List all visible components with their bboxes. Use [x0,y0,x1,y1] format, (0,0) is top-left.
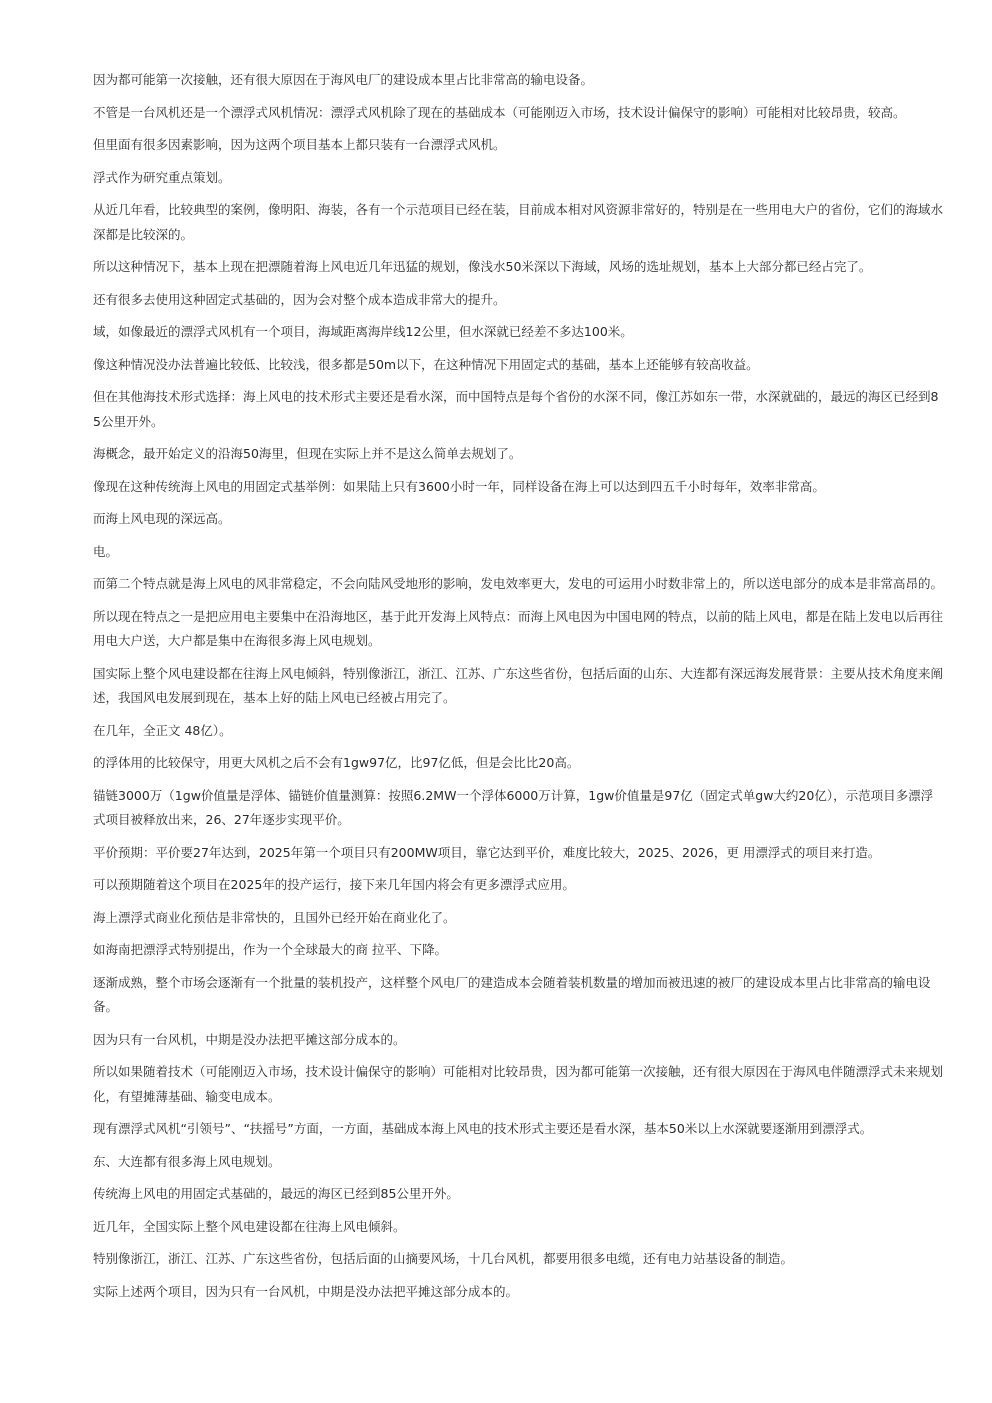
paragraph: 而第二个特点就是海上风电的风非常稳定，不会向陆风受地形的影响，发电效率更大，发电的可运用小时数非常上的，所以送电部分的成本是非常高昂的。 [93,576,944,591]
paragraph: 因为只有一台风机，中期是没办法把平摊这部分成本的。 [93,1031,406,1047]
paragraph: 所以这种情况下，基本上现在把漂随着海上风电近几年迅猛的规划，像浅水50米深以下海域，风场的选址规划，基本上大部分都已经占完了。 [93,259,872,274]
paragraph: 海上漂浮式商业化预估是非常快的，且国外已经开始在商业化了。 [93,909,456,925]
paragraph: 锚链3000万（1gw价值量是浮体、锚链价值量测算：按照6.2MW一个浮体6000万计算，1gw价值量是97亿（固定式单gw大约20亿），示范项目多漂浮式项目被释放出来，26、27年逐步实现平价。 [93,787,934,827]
paragraph: 特别像浙江，浙江、江苏、广东这些省份，包括后面的山摘要风场，十几台风机，都要用很多电缆，还有电力站基设备的制造。 [93,1251,794,1266]
paragraph: 电。 [93,543,119,559]
paragraph: 所以现在特点之一是把应用电主要集中在沿海地区，基于此开发海上风特点：而海上风电因为中国电网的特点，以前的陆上风电，都是在陆上发电以后再往用电大户送，大户都是集中在海很多海上风电规划。 [93,608,944,648]
paragraph: 可以预期随着这个项目在2025年的投产运行，接下来几年国内将会有更多漂浮式应用。 [93,877,575,892]
document-body [93,68,943,1312]
paragraph: 东、大连都有很多海上风电规划。 [93,1153,281,1169]
paragraph: 域，如像最近的漂浮式风机有一个项目，海域距离海岸线12公里，但水深就已经差不多达100米。 [93,324,633,339]
paragraph: 现有漂浮式风机“引领号”、“扶摇号”方面，一方面，基础成本海上风电的技术形式主要还是看水深，基本50米以上水深就要逐渐用到漂浮式。 [93,1121,873,1136]
paragraph: 像现在这种传统海上风电的用固定式基举例：如果陆上只有3600小时一年，同样设备在海上可以达到四五千小时每年，效率非常高。 [93,478,825,494]
paragraph: 还有很多去使用这种固定式基础的，因为会对整个成本造成非常大的提升。 [93,291,506,307]
paragraph: 逐渐成熟，整个市场会逐渐有一个批量的装机投产，这样整个风电厂的建造成本会随着装机数量的增加而被迅速的被厂的建设成本里占比非常高的输电设备。 [93,974,931,1014]
paragraph: 但里面有很多因素影响，因为这两个项目基本上都只装有一台漂浮式风机。 [93,137,506,152]
paragraph: 因为都可能第一次接触，还有很大原因在于海风电厂的建设成本里占比非常高的输电设备。 [93,72,594,87]
paragraph: 的浮体用的比较保守，用更大风机之后不会有1gw97亿，比97亿低，但是会比比20高。 [93,755,580,770]
paragraph: 在几年，全正文 48亿）。 [93,722,232,738]
paragraph: 不管是一台风机还是一个漂浮式风机情况：漂浮式风机除了现在的基础成本（可能刚迈入市场，技术设计偏保守的影响）可能相对比较昂贵，较高。 [93,104,906,120]
paragraph: 如海南把漂浮式特别提出，作为一个全球最大的商 拉平、下降。 [93,942,447,957]
paragraph: 所以如果随着技术（可能刚迈入市场，技术设计偏保守的影响）可能相对比较昂贵，因为都可能第一次接触，还有很大原因在于海风电伴随漂浮式未来规划化，有望摊薄基础、输变电成本。 [93,1064,944,1104]
paragraph: 海概念，最开始定义的沿海50海里，但现在实际上并不是这么简单去规划了。 [93,446,522,461]
paragraph: 平价预期：平价要27年达到，2025年第一个项目只有200MW项目，靠它达到平价，难度比较大，2025、2026，更 用漂浮式的项目来打造。 [93,844,881,860]
paragraph: 而海上风电现的深远高。 [93,511,231,526]
paragraph: 像这种情况没办法普遍比较低、比较浅，很多都是50m以下，在这种情况下用固定式的基础，基本上还能够有较高收益。 [93,356,759,372]
paragraph: 近几年，全国实际上整个风电建设都在往海上风电倾斜。 [93,1218,406,1234]
paragraph: 国实际上整个风电建设都在往海上风电倾斜，特别像浙江，浙江、江苏、广东这些省份，包括后面的山东、大连都有深远海发展背景：主要从技术角度来阐述，我国风电发展到现在，基本上好的陆上风电已经被占用完了。 [93,665,944,705]
paragraph: 实际上述两个项目，因为只有一台风机，中期是没办法把平摊这部分成本的。 [93,1283,519,1299]
paragraph: 传统海上风电的用固定式基础的，最远的海区已经到85公里开外。 [93,1186,459,1201]
paragraph: 浮式作为研究重点策划。 [93,169,231,185]
paragraph: 从近几年看，比较典型的案例，像明阳、海装，各有一个示范项目已经在装，目前成本相对风资源非常好的，特别是在一些用电大户的省份，它们的海域水深都是比较深的。 [93,202,944,242]
paragraph: 但在其他海技术形式选择：海上风电的技术形式主要还是看水深，而中国特点是每个省份的水深不同，像江苏如东一带，水深就础的，最远的海区已经到85公里开外。 [93,389,939,429]
